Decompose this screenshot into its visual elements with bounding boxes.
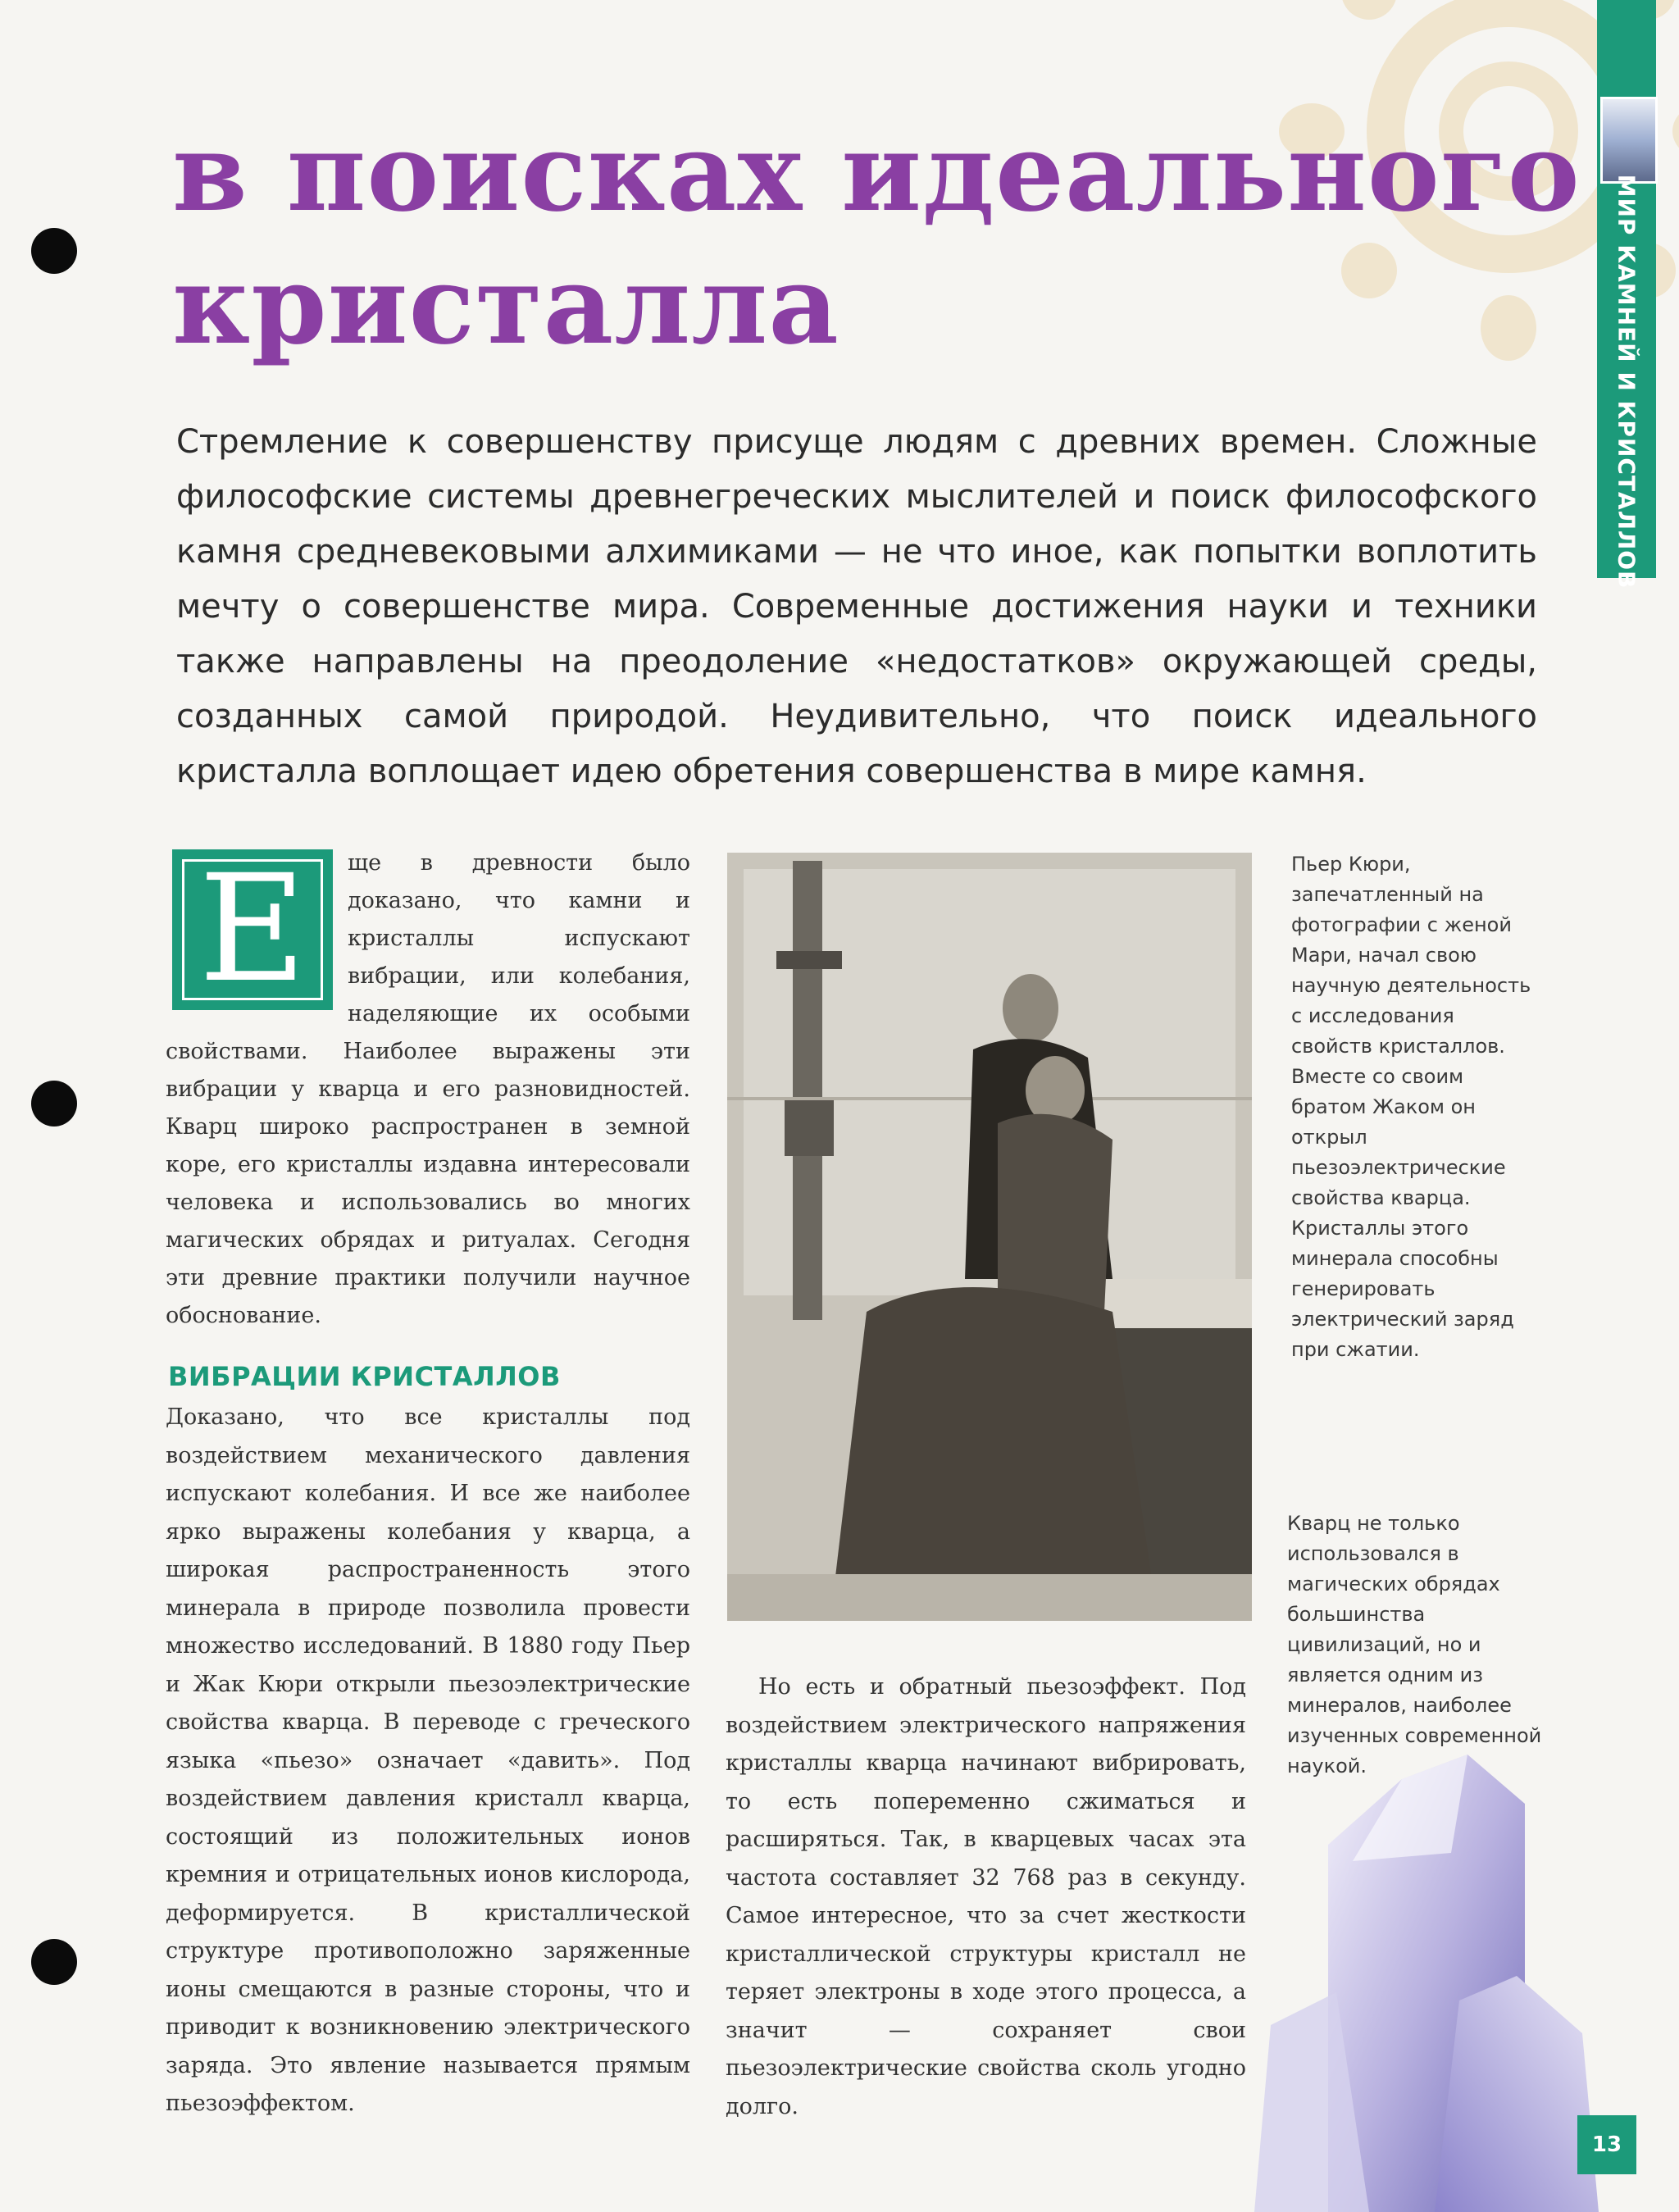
left-column-text-1: ще в древности было доказано, что камни и кристаллы испускают вибрации, или колебания, наделяющие их особыми свойствами. Наиболее выражены эти вибрации у кварца и его разновидностей. Кварц широко распространен в земной коре, его кристаллы издавна интересовали человека и использовались во многих магических обрядах и ритуалах. Сегодня эти древние практики получили научное обоснование. — [166, 850, 690, 1328]
left-column-text-2: Доказано, что все кристаллы под воздействием механического давления испускают колебания. И все же наиболее ярко выражены колебания у кварца, а широкая распространенность этого минерала в природе позволила провести множество исследований. В 1880 году Пьер и Жак Кюри открыли пьезоэлектрические свойства кварца. В переводе с греческого языка «пьезо» означает «давить». Под воздействием давления кристалл кварца, состоящий из положительных ионов кремния и отрицательных ионов кислорода, деформируется. В кристаллической структуре противоположно заряженные ионы смещаются в разные стороны, что и приводит к возникновению электрического заряда. Это явление называется прямым пьезоэффектом. — [166, 1404, 690, 2116]
drop-cap — [172, 844, 333, 1015]
page-title — [172, 107, 1582, 372]
crystal-caption: Кварц не только использовался в магических обрядах большинства цивилизаций, но и является одним из минералов, наиболее изученных современной наукой. — [1287, 1512, 1542, 1777]
middle-column-text: Но есть и обратный пьезоэффект. Под воздействием электрического напряжения кристаллы кварца начинают вибрировать, то есть попеременно сжиматься и расширяться. Так, в кварцевых часах эта частота составляет 32 768 раз в секунду. Самое интересное, что за счет жесткости кристаллической структуры кристалл не теряет электроны в ходе этого процесса, а значит — сохраняет свои пьезоэлектрические свойства сколь угодно долго. — [726, 1674, 1246, 2119]
binder-hole-2 — [31, 1081, 77, 1126]
left-column-paragraph-2 — [166, 1399, 690, 2123]
section-tab-label: МИР КАМНЕЙ И КРИСТАЛЛОВ — [1613, 174, 1640, 589]
curie-photo — [727, 853, 1252, 1621]
drop-cap-letter: Е — [182, 859, 323, 1000]
middle-column — [726, 1668, 1246, 2126]
section-tab-crystal-thumbnail — [1600, 97, 1658, 184]
section-subheading: ВИБРАЦИИ КРИСТАЛЛОВ — [168, 1361, 561, 1392]
intro-paragraph: Стремление к совершенству присуще людям с древних времен. Сложные философские системы древнегреческих мыслителей и поиск философского камня средневековыми алхимиками — не что иное, как попытки воплотить мечту о совершенстве мира. Современные достижения науки и техники также направлены на преодоление «недостатков» окружающей среды, созданных самой природой. Неудивительно, что поиск идеального кристалла воплощает идею обретения совершенства в мире камня. — [176, 423, 1537, 790]
quartz-crystal-image — [1254, 1755, 1599, 2212]
curie-photo-illustration — [727, 853, 1252, 1621]
binder-hole-3 — [31, 1939, 77, 1985]
page-title-line-1: в поисках идеального — [172, 109, 1581, 236]
section-tab-label-wrap — [1597, 174, 1656, 589]
left-column-paragraph-1 — [166, 844, 690, 1335]
binder-hole-1 — [31, 228, 77, 274]
page-number: 13 — [1577, 2115, 1636, 2174]
page-title-line-2: кристалла — [172, 242, 840, 369]
photo-caption: Пьер Кюри, запечатленный на фотографии с женой Мари, начал свою научную деятельность с исследования свойств кристаллов. Вместе со своим братом Жаком он открыл пьезоэлектрические свойства кварца. Кристаллы этого минерала способны генерировать электрический заряд при сжатии. — [1291, 853, 1531, 1361]
